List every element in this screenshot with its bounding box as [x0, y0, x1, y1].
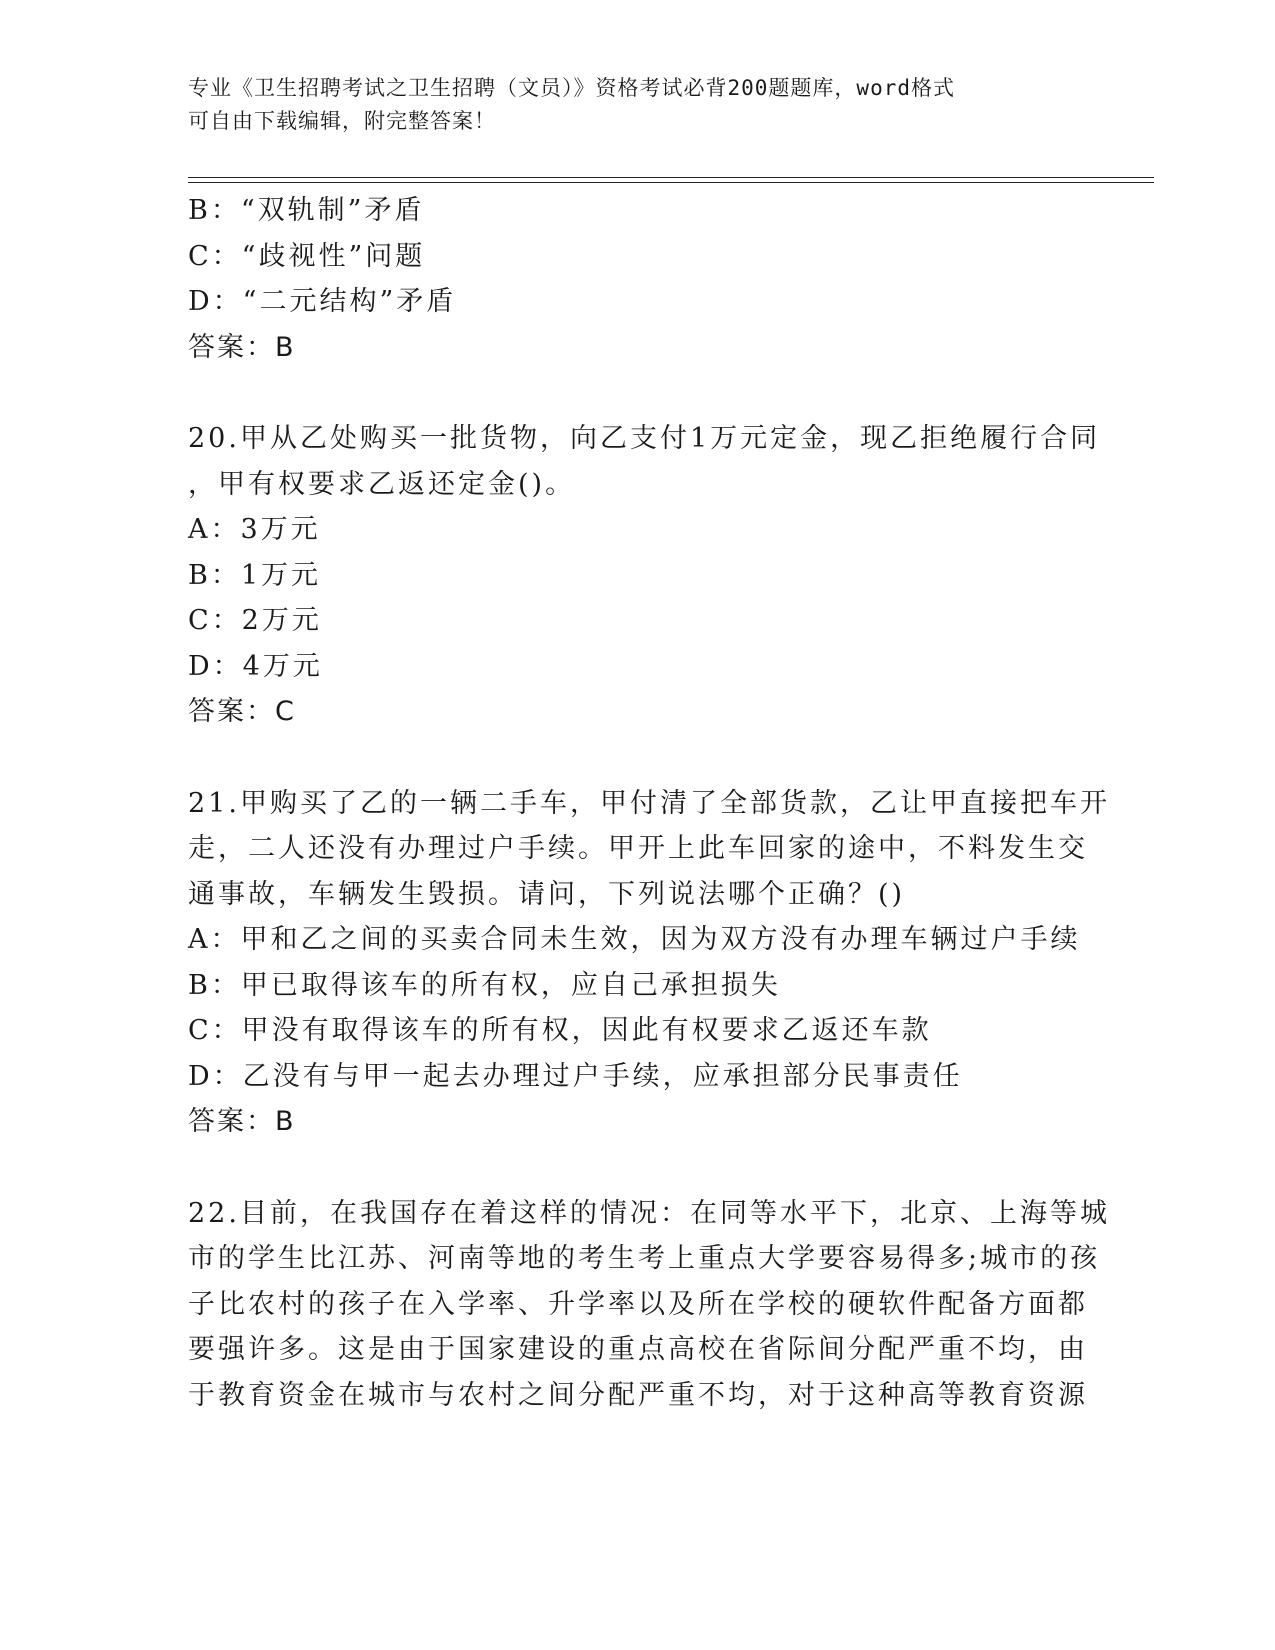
question-21 — [188, 781, 1110, 1145]
header-divider-top — [188, 177, 1154, 178]
question-19-tail — [188, 188, 1088, 370]
question-text-line: ，甲有权要求乙返还定金()。 — [188, 468, 576, 500]
question-text-line: 于教育资金在城市与农村之间分配严重不均，对于这种高等教育资源 — [188, 1379, 1088, 1411]
option-d: D：4万元 — [188, 650, 323, 682]
option-b: B：1万元 — [188, 559, 322, 591]
option-c: C：2万元 — [188, 605, 322, 636]
question-text-line: 通事故，车辆发生毁损。请问，下列说法哪个正确？() — [188, 878, 906, 910]
option-d: D：乙没有与甲一起去办理过户手续，应承担部分民事责任 — [188, 1060, 963, 1092]
question-text-line: 要强许多。这是由于国家建设的重点高校在省际间分配严重不均，由 — [188, 1334, 1088, 1365]
question-text-line: 22.目前，在我国存在着这样的情况：在同等水平下，北京、上海等城 — [188, 1197, 1110, 1229]
question-text-line: 21.甲购买了乙的一辆二手车，甲付清了全部货款，乙让甲直接把车开 — [188, 787, 1110, 819]
option-c: C：“歧视性”问题 — [188, 240, 426, 272]
question-22 — [188, 1191, 1110, 1419]
question-text-line: 20.甲从乙处购买一批货物，向乙支付1万元定金，现乙拒绝履行合同 — [188, 423, 1101, 454]
document-header — [188, 72, 1088, 138]
header-title-line-1: 专业《卫生招聘考试之卫生招聘（文员）》资格考试必背200题题库，word格式 — [188, 76, 955, 100]
question-text-line: 走，二人还没有办理过户手续。甲开上此车回家的途中，不料发生交 — [188, 833, 1088, 864]
option-b: B：“双轨制”矛盾 — [188, 195, 425, 226]
option-a: A：甲和乙之间的买卖合同未生效，因为双方没有办理车辆过户手续 — [188, 924, 1081, 955]
header-title-line-2: 可自由下载编辑，附完整答案！ — [188, 109, 496, 133]
answer: 答案：B — [188, 331, 296, 363]
header-divider-bottom — [188, 182, 1154, 183]
option-a: A：3万元 — [188, 514, 321, 545]
question-list — [188, 188, 1110, 1418]
answer: 答案：B — [188, 1106, 296, 1137]
question-text-line: 子比农村的孩子在入学率、升学率以及所在学校的硬软件配备方面都 — [188, 1288, 1088, 1320]
question-text-line: 市的学生比江苏、河南等地的考生考上重点大学要容易得多;城市的孩 — [188, 1243, 1101, 1274]
option-c: C：甲没有取得该车的所有权，因此有权要求乙返还车款 — [188, 1015, 932, 1046]
answer: 答案：C — [188, 696, 296, 727]
option-b: B：甲已取得该车的所有权，应自己承担损失 — [188, 969, 781, 1001]
option-d: D：“二元结构”矛盾 — [188, 286, 457, 317]
question-20 — [188, 416, 1101, 735]
